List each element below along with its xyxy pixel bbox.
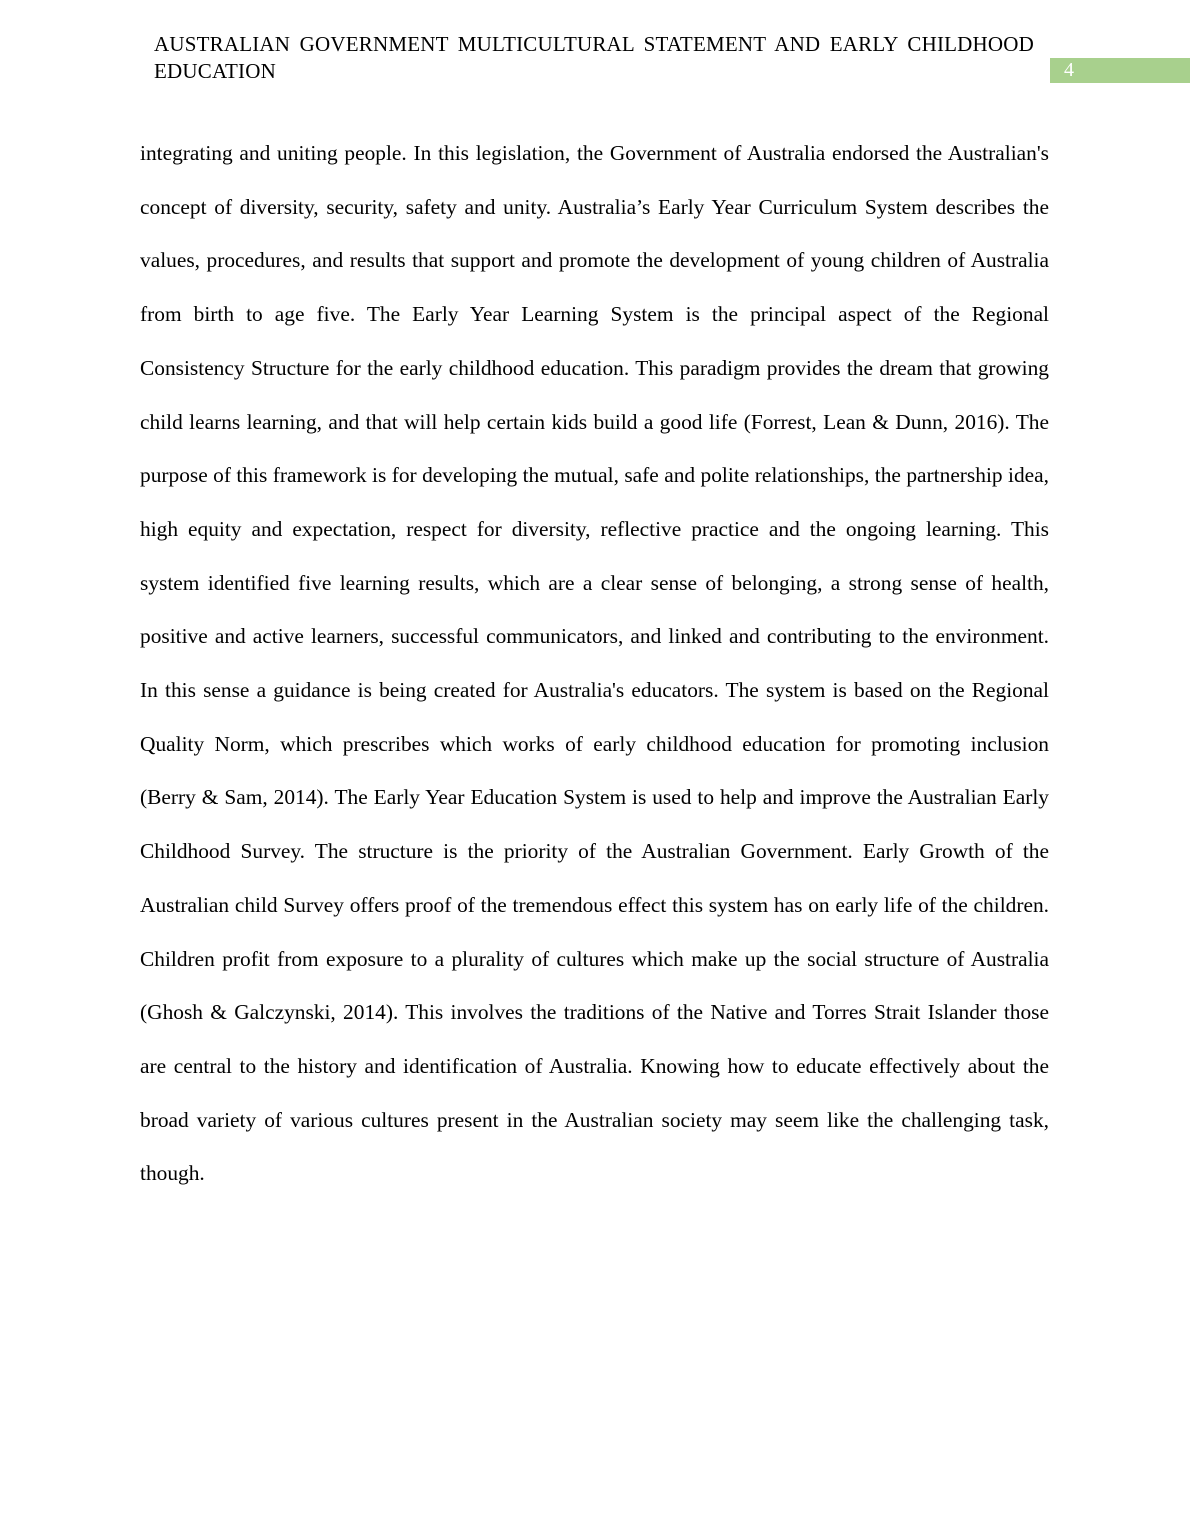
body-paragraph: integrating and uniting people. In this legislation, the Government of Australia endorsed the Australian's concept of diversity, security, safety and unity. Australia’s Early Year Curriculum System describes the values, procedures, and results that support and promote the development of young children of Australia from birth to age five. The Early Year Learning System is the principal aspect of the Regional Consistency Structure for the early childhood education. This paradigm provides the dream that growing child learns learning, and that will help certain kids build a good life (Forrest, Lean & Dunn, 2016). The purpose of this framework is for developing the mutual, safe and polite relationships, the partnership idea, high equity and expectation, respect for diversity, reflective practice and the ongoing learning. This system identified five learning results, which are a clear sense of belonging, a strong sense of health, positive and active learners, successful communicators, and linked and contributing to the environment. In this sense a guidance is being created for Australia's educators. The system is based on the Regional Quality Norm, which prescribes which works of early childhood education for promoting inclusion (Berry & Sam, 2014). The Early Year Education System is used to help and improve the Australian Early Childhood Survey. The structure is the priority of the Australian Government. Early Growth of the Australian child Survey offers proof of the tremendous effect this system has on early life of the children. Children profit from exposure to a plurality of cultures which make up the social structure of Australia (Ghosh & Galczynski, 2014). This involves the traditions of the Native and Torres Strait Islander those are central to the history and identification of Australia. Knowing how to educate effectively about the broad variety of various cultures present in the Australian society may seem like the challenging task, though. <box>140 141 1049 1186</box>
page-number-badge: 4 <box>1050 58 1190 83</box>
running-header-title: AUSTRALIAN GOVERNMENT MULTICULTURAL STATEMENT AND EARLY CHILDHOOD EDUCATION <box>154 32 1034 83</box>
